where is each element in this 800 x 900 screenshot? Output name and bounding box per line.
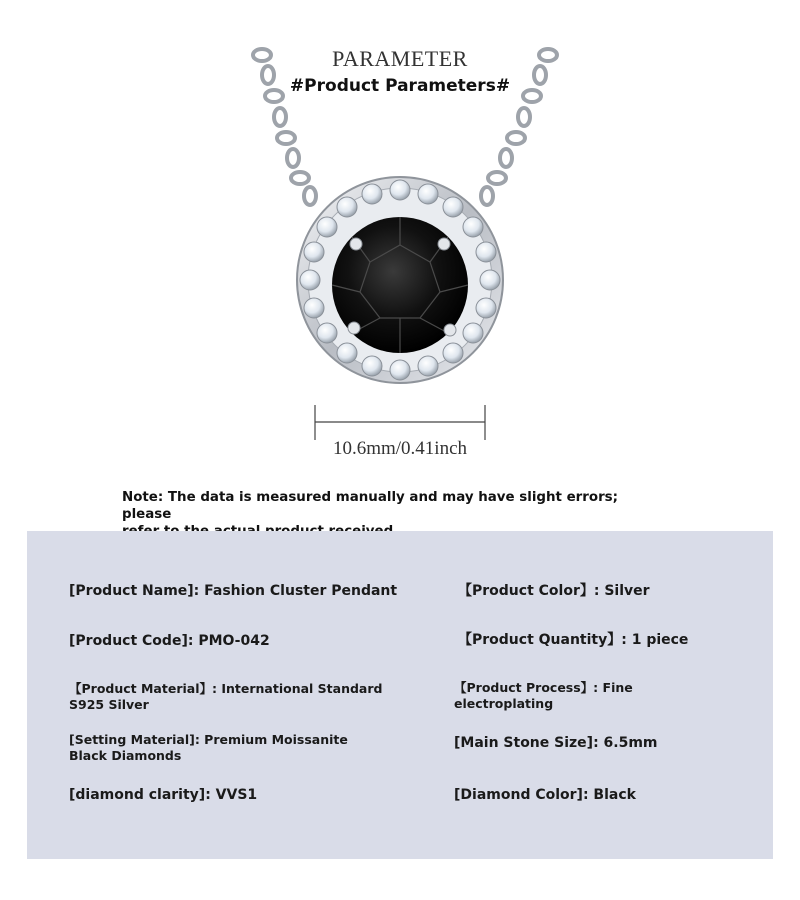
spec-product-quantity: 【Product Quantity】: 1 piece (458, 632, 689, 648)
spec-product-material-line-1: 【Product Material】: International Standard (69, 681, 383, 696)
spec-product-process (454, 680, 633, 712)
dimension-line (315, 405, 485, 440)
chain-left (253, 49, 316, 205)
product-parameters-subtitle: #Product Parameters# (289, 76, 511, 96)
spec-diamond-clarity: [diamond clarity]: VVS1 (69, 787, 258, 803)
chain-right (481, 49, 557, 205)
spec-product-name: [Product Name]: Fashion Cluster Pendant (69, 583, 398, 599)
spec-diamond-color: [Diamond Color]: Black (454, 787, 636, 803)
dimension-label: 10.6mm/0.41inch (332, 438, 468, 459)
spec-main-stone-size: [Main Stone Size]: 6.5mm (454, 735, 658, 751)
spec-product-process-line-1: 【Product Process】: Fine (454, 680, 633, 695)
spec-setting-material-line-1: [Setting Material]: Premium Moissanite (69, 732, 348, 747)
spec-product-color: 【Product Color】: Silver (458, 583, 650, 599)
note-line-1: Note: The data is measured manually and may have slight errors; please (122, 490, 619, 522)
parameter-title: PARAMETER (332, 46, 468, 71)
spec-product-material (69, 681, 382, 713)
spec-product-code: [Product Code]: PMO-042 (69, 633, 270, 649)
spec-product-process-line-2: electroplating (454, 696, 554, 711)
spec-setting-material (69, 732, 348, 764)
spec-product-material-line-2: S925 Silver (69, 697, 149, 712)
spec-setting-material-line-2: Black Diamonds (69, 748, 182, 763)
